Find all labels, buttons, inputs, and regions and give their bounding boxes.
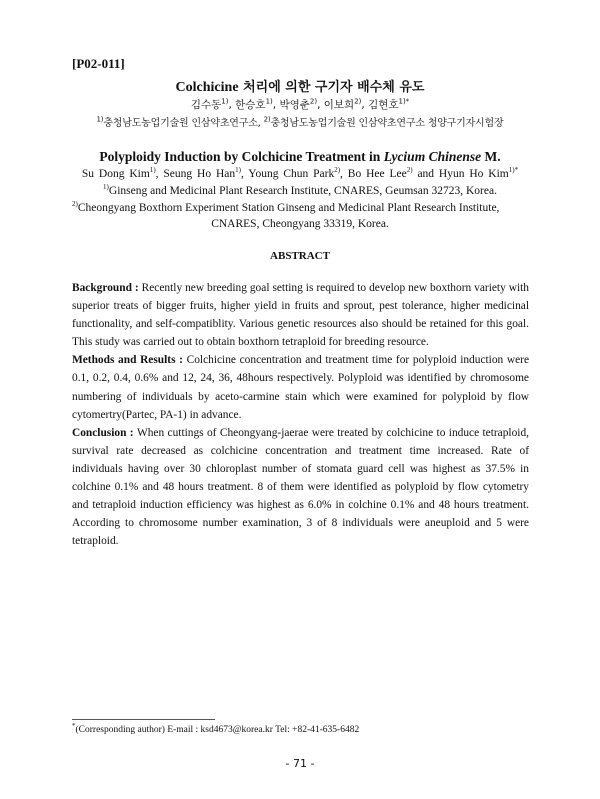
english-affiliation-2-cont: CNARES, Cheongyang 33319, Korea. xyxy=(211,218,389,230)
korean-affiliations xyxy=(0,114,600,129)
en-author-sup: 1)* xyxy=(508,166,519,175)
methods-label: Methods and Results : xyxy=(72,354,187,367)
ko-affil-sup: 2) xyxy=(263,115,271,124)
en-author-sup: 2) xyxy=(334,166,341,175)
en-title-plain: Polyploidy Induction by Colchicine Treatment in xyxy=(99,149,384,164)
abstract-heading: ABSTRACT xyxy=(270,250,330,262)
en-author-sep: and xyxy=(412,168,439,180)
en-affil-2-text: Cheongyang Boxthorn Experiment Station Ginseng and Medicinal Plant Research Institute, xyxy=(77,202,500,214)
korean-title-ko-part: 처리에 의한 구기자 배수체 유도 xyxy=(238,80,425,95)
ko-author: 김수동 xyxy=(190,99,222,111)
ko-author-sep: , xyxy=(361,99,369,111)
ko-affil-1: 충청남도농업기술원 인삼약초연구소, xyxy=(103,118,264,129)
en-affil-sup: 1) xyxy=(103,183,109,192)
ko-author-sep: , xyxy=(317,99,324,111)
footnote xyxy=(72,721,360,735)
korean-title-en-part: Colchicine xyxy=(175,80,239,95)
korean-title xyxy=(0,76,600,96)
en-author-sep: , xyxy=(240,168,249,180)
conclusion-label: Conclusion : xyxy=(72,426,137,439)
korean-authors xyxy=(0,97,600,112)
methods-text: Colchicine concentration and treatment time for polyploid induction were 0.1, 0.2, 0.4, 0.6% and 12, 24, 36, 48hours respectively. Polyploid was identified by chromosome numbering of individuals by aceto-carmine stain which were examined for polyploid by flow cytomertry(Partec, PA-1) in advance. xyxy=(72,354,530,421)
en-author-sep: , xyxy=(340,168,348,180)
abstract-background xyxy=(72,279,529,351)
ko-author-sup: 1) xyxy=(265,97,273,106)
ko-author-sup: 1) xyxy=(221,97,229,106)
page-number: - 71 - xyxy=(285,757,315,770)
abstract-body xyxy=(72,279,529,550)
ko-author: 한승호 xyxy=(235,99,266,111)
ko-author: 김현호 xyxy=(368,99,399,111)
en-affil-1-text: Ginseng and Medicinal Plant Research Institute, CNARES, Geumsan 32723, Korea. xyxy=(108,185,497,197)
ko-author-sep: , xyxy=(228,99,236,111)
en-author: Seung Ho Han xyxy=(163,168,236,180)
english-affiliation-2 xyxy=(72,200,528,216)
en-author-sup: 1) xyxy=(235,166,241,175)
ko-author: 이보희 xyxy=(323,99,355,111)
ko-affil-2: 충청남도농업기술원 인삼약초연구소 청양구기자시험장 xyxy=(270,118,504,129)
en-author-sep: , xyxy=(155,168,164,180)
abstract-conclusion xyxy=(72,424,529,551)
en-author-sup: 1) xyxy=(149,166,156,175)
poster-code: [P02-011] xyxy=(72,56,125,71)
en-title-tail: M. xyxy=(481,149,501,164)
english-affiliation-1 xyxy=(0,183,600,199)
abstract-methods xyxy=(72,351,529,423)
english-title xyxy=(0,149,600,165)
ko-author-sup: 1)* xyxy=(398,97,410,106)
ko-author-sup: 2) xyxy=(354,97,362,106)
en-author: Su Dong Kim xyxy=(81,168,150,180)
ko-author: 박영춘 xyxy=(279,99,310,111)
conclusion-text: When cuttings of Cheongyang-jaerae were treated by colchicine to induce tetraploid, survival rate decreased as colchicine concentration and treatment time increased. Rate of individuals having over 30 chloroplast number of stomata guard cell was highest as 37.5% in colchine 0.1% and 48 hours treatment. 8 of them were identified as polyploid by flow cytometry and tetraploid induction efficiency was highest as 6.0% in colchine 0.1% and 48 hours treatment. According to chromosome number examination, 3 of 8 individuals were aneuploid and 5 were tetraploid. xyxy=(72,426,530,548)
en-author: Young Chun Park xyxy=(248,168,335,180)
en-author: Bo Hee Lee xyxy=(347,168,407,180)
english-authors xyxy=(0,168,600,180)
en-affil-sup: 2) xyxy=(72,200,78,209)
footnote-text: (Corresponding author) E-mail : ksd4673@korea.kr Tel: +82-41-635-6482 xyxy=(75,725,360,735)
ko-author-sep: , xyxy=(272,99,280,111)
ko-affil-sup: 1) xyxy=(96,115,104,124)
en-author: Hyun Ho Kim xyxy=(438,168,509,180)
en-author-sup: 2) xyxy=(406,166,413,175)
footnote-divider xyxy=(72,719,215,720)
footnote-sup: * xyxy=(72,721,76,730)
background-text: Recently new breeding goal setting is required to develop new boxthorn variety with superior treats of bigger fruits, higher yield in fruits and sprout, pest tolerance, higher medicinal functionality, and self-compatiblity. Various genetic resources also should be retained for this goal. This study was carried out to obtain boxthorn tetraploid for breeding resource. xyxy=(72,282,529,349)
en-title-species: Lycium Chinense xyxy=(383,149,482,164)
background-label: Background : xyxy=(72,282,142,294)
ko-author-sup: 2) xyxy=(309,97,318,106)
